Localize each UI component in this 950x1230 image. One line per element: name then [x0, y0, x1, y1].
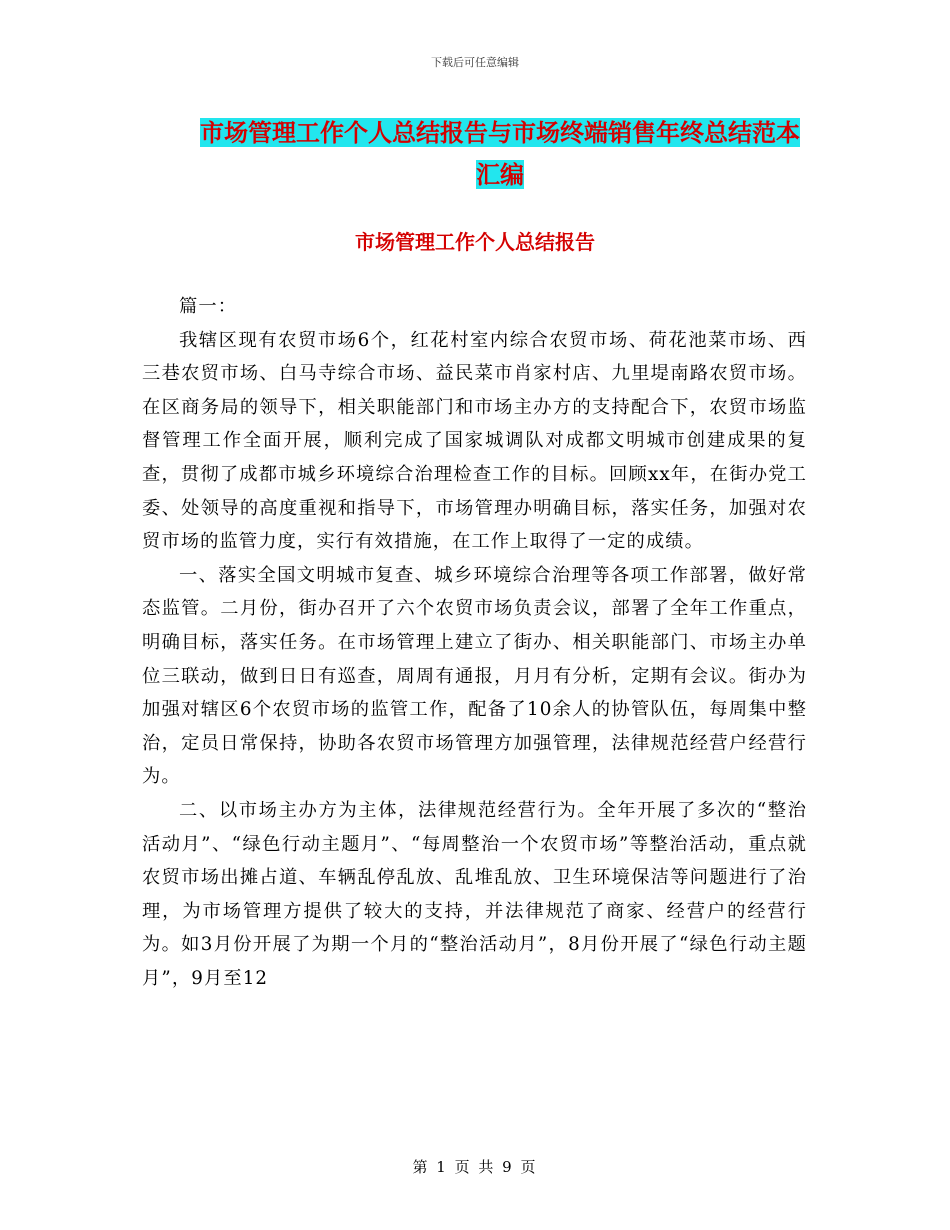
document-body [142, 290, 807, 995]
paragraph-label: 篇一： [179, 296, 238, 317]
section-title: 市场管理工作个人总结报告 [355, 230, 595, 254]
paragraph-point-two: 二、以市场主办方为主体，法律规范经营行为。全年开展了多次的“整治活动月”、“绿色行动主题月”、“每周整治一个农贸市场”等整治活动，重点就农贸市场出摊占道、车辆乱停乱放、乱堆乱放、卫生环境保洁等问题进行了治理，为市场管理方提供了较大的支持，并法律规范了商家、经营户的经营行为。如3月份开展了为期一个月的“整治活动月”，8月份开展了“绿色行动主题月”，9月至12 [142, 799, 807, 989]
paragraph-intro: 我辖区现有农贸市场6个，红花村室内综合农贸市场、荷花池菜市场、西三巷农贸市场、白马寺综合市场、益民菜市肖家村店、九里堤南路农贸市场。在区商务局的领导下，相关职能部门和市场主办方的支持配合下，农贸市场监督管理工作全面开展，顺利完成了国家城调队对成都文明城市创建成果的复查，贯彻了成都市城乡环境综合治理检查工作的目标。回顾xx年，在街办党工委、处领导的高度重视和指导下，市场管理办明确目标，落实任务，加强对农贸市场的监管力度，实行有效措施，在工作上取得了一定的成绩。 [142, 329, 807, 553]
document-title-text: 市场管理工作个人总结报告与市场终端销售年终总结范本汇编 [200, 118, 800, 189]
document-title [190, 112, 810, 196]
paragraph-point-one: 一、落实全国文明城市复查、城乡环境综合治理等各项工作部署，做好常态监管。二月份，街办召开了六个农贸市场负责会议，部署了全年工作重点，明确目标，落实任务。在市场管理上建立了街办、相关职能部门、市场主办单位三联动，做到日日有巡查，周周有通报，月月有分析，定期有会议。街办为加强对辖区6个农贸市场的监管工作，配备了10余人的协管队伍，每周集中整治，定员日常保持，协助各农贸市场管理方加强管理，法律规范经营户经营行为。 [142, 564, 807, 788]
header-note: 下载后可任意编辑 [431, 56, 519, 69]
page-footer: 第 1 页 共 9 页 [412, 1158, 538, 1176]
